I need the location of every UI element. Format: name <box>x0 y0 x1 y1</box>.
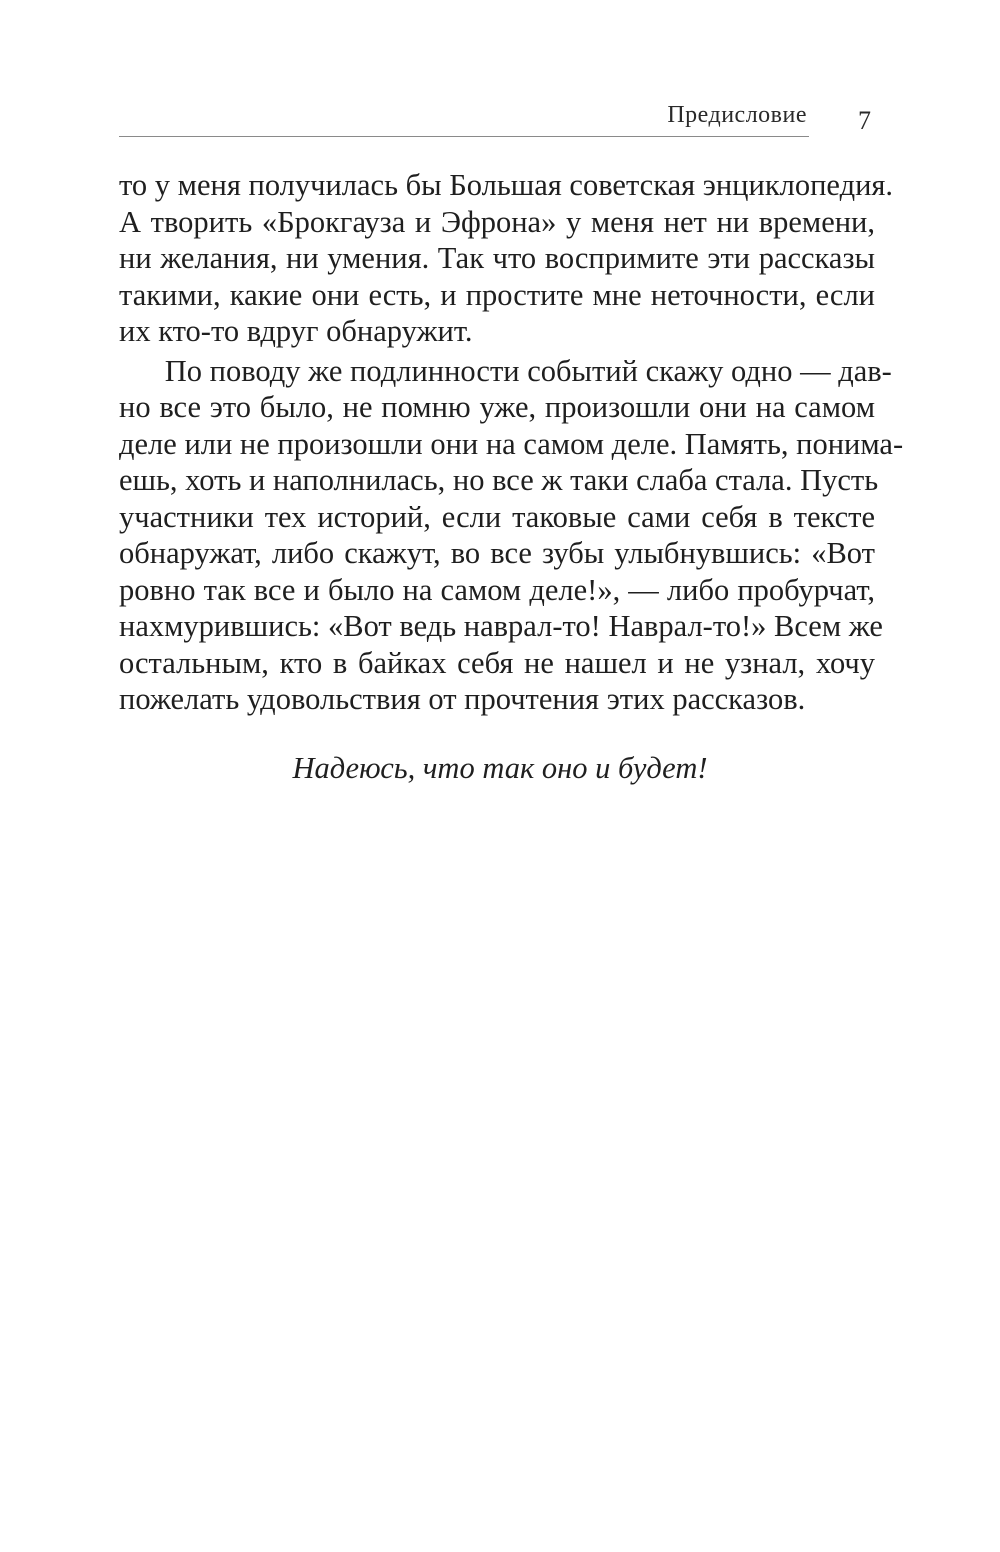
text-line: то у меня получилась бы Большая советская энциклопедия. <box>119 168 894 202</box>
body-text <box>119 167 904 718</box>
text-line: ешь, хоть и наполнилась, но все ж таки слаба стала. Пусть <box>119 463 879 497</box>
paragraph-1 <box>119 167 894 350</box>
text-line: остальным, кто в байках себя не нашел и не узнал, хочу <box>119 645 875 680</box>
text-line: пожелать удовольствия от прочтения этих рассказов. <box>119 682 806 716</box>
text-line: но все это было, не помню уже, произошли они на самом <box>119 390 875 424</box>
page-number: 7 <box>858 106 871 135</box>
text-line: их кто-то вдруг обнаружит. <box>119 314 473 348</box>
text-line: такими, какие они есть, и простите мне неточности, если <box>119 277 875 312</box>
running-header <box>119 100 809 137</box>
text-line: А творить «Брокгауза и Эфрона» у меня нет ни времени, <box>119 204 875 239</box>
closing-line: Надеюсь, что так оно и будет! <box>292 751 708 785</box>
text-line: ни желания, ни умения. Так что воспримите эти рассказы <box>119 241 875 275</box>
text-line: По поводу же подлинности событий скажу одно — дав- <box>119 353 892 388</box>
text-line: деле или не произошли они на самом деле. Память, понима- <box>119 426 904 461</box>
text-line: участники тех историй, если таковые сами себя в тексте <box>119 499 875 534</box>
text-line: обнаружат, либо скажут, во все зубы улыбнувшись: «Вот <box>119 536 875 570</box>
paragraph-2 <box>119 353 904 718</box>
running-title: Предисловие <box>667 102 807 128</box>
text-line: нахмурившись: «Вот ведь наврал-то! Наврал-то!» Всем же <box>119 609 883 643</box>
text-line: ровно так все и было на самом деле!», — либо пробурчат, <box>119 572 875 607</box>
